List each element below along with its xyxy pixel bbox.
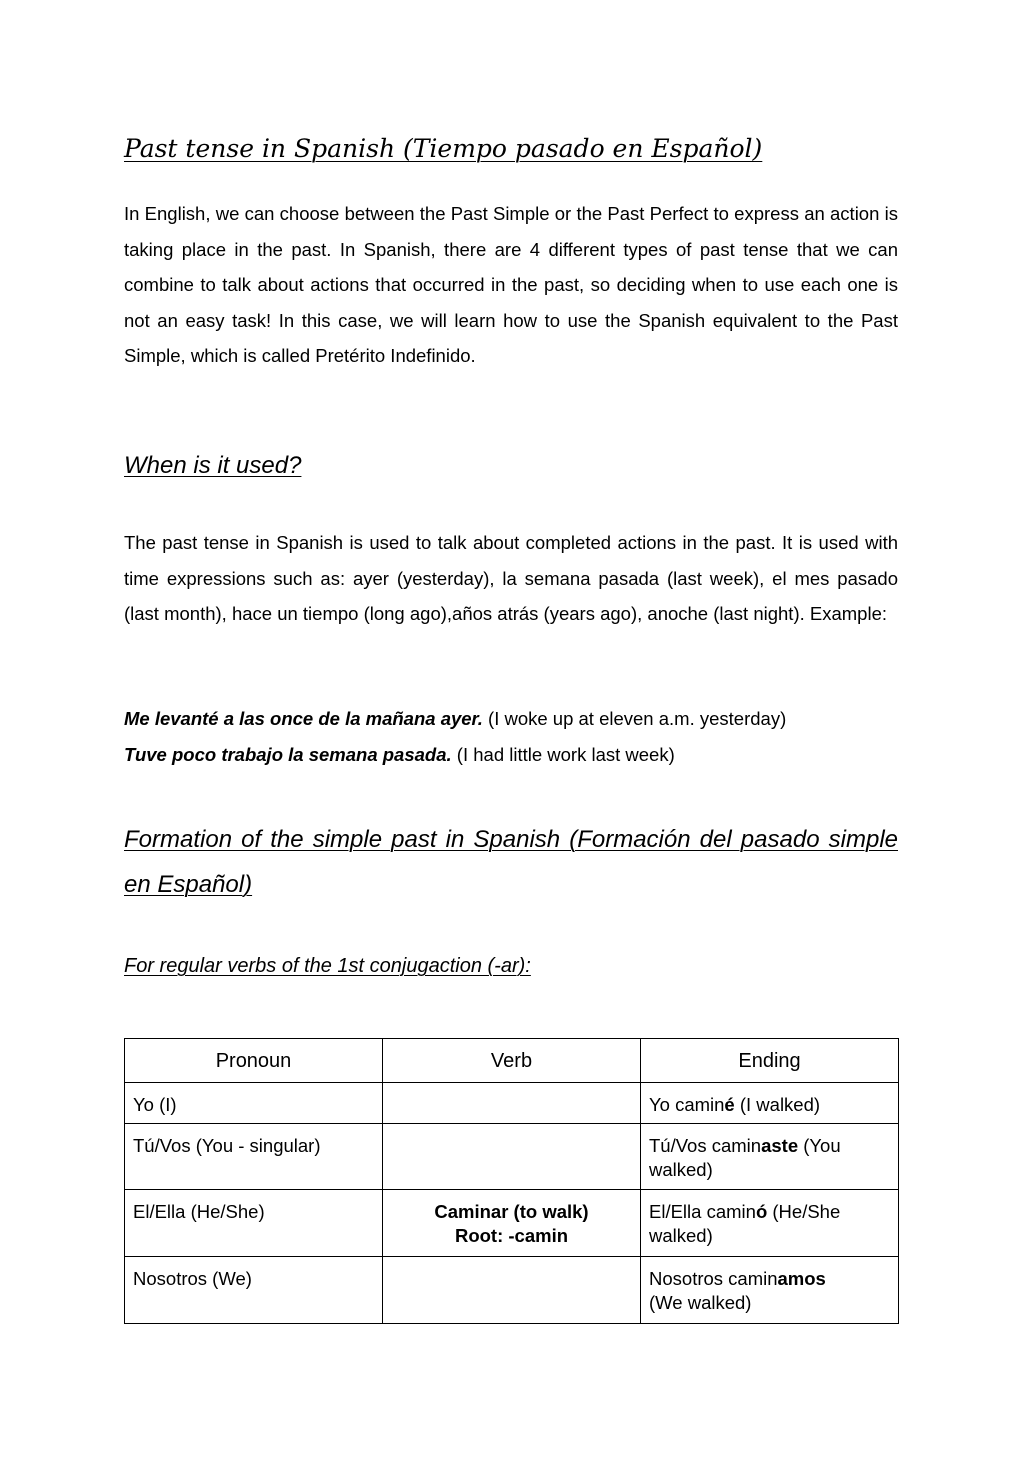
verb-root: Root: -camin	[454, 1225, 569, 1246]
formation-heading: Formation of the simple past in Spanish (Formación del pasado simple en Español)	[124, 826, 898, 898]
example-spanish: Tuve poco trabajo la semana pasada.	[124, 744, 452, 765]
example-spanish: Me levanté a las once de la mañana ayer.	[124, 708, 483, 729]
table-row	[125, 1190, 899, 1257]
table-row	[125, 1257, 899, 1324]
ending-cell: El/Ella caminó (He/She walked)	[641, 1190, 899, 1257]
ending-suffix: ó	[755, 1201, 768, 1222]
verb-cell	[383, 1190, 641, 1257]
verb-cell	[383, 1124, 641, 1190]
ending-suffix: é	[724, 1094, 735, 1115]
when-paragraph: The past tense in Spanish is used to talk about completed actions in the past. It is used with time expressions such as: ayer (yesterday), la semana pasada (last week), el mes pasado (last month), hace un tiempo (long ago),años atrás (years ago), anoche (last night). Example:	[124, 532, 898, 624]
when-heading: When is it used?	[124, 452, 302, 479]
formation-subheading: For regular verbs of the 1st conjugaction (-ar):	[124, 955, 531, 977]
ending-cell: Nosotros caminamos (We walked)	[641, 1257, 899, 1324]
example-english: (I had little work last week)	[451, 744, 675, 765]
verb-cell	[383, 1257, 641, 1324]
table-row	[125, 1124, 899, 1190]
pronoun-cell: El/Ella (He/She)	[125, 1190, 383, 1257]
ending-cell: Tú/Vos caminaste (You walked)	[641, 1124, 899, 1190]
ending-cell: Yo caminé (I walked)	[641, 1083, 899, 1124]
ending-suffix: aste	[761, 1135, 799, 1156]
example-sentence-2	[124, 744, 675, 766]
pronoun-cell: Nosotros (We)	[125, 1257, 383, 1324]
verb-cell	[383, 1083, 641, 1124]
intro-paragraph: In English, we can choose between the Past Simple or the Past Perfect to express an action is taking place in the past. In Spanish, there are 4 different types of past tense that we can combine to talk about actions that occurred in the past, so deciding when to use each one is not an easy task! In this case, we will learn how to use the Spanish equivalent to the Past Simple, which is called Pretérito Indefinido.	[124, 203, 898, 366]
table-header-row	[125, 1039, 899, 1083]
pronoun-cell: Yo (I)	[125, 1083, 383, 1124]
example-english: (I woke up at eleven a.m. yesterday)	[482, 708, 787, 729]
conjugation-table	[124, 1038, 899, 1324]
pronoun-cell: Tú/Vos (You - singular)	[125, 1124, 383, 1190]
header-verb: Verb	[383, 1039, 641, 1083]
page-title: Past tense in Spanish (Tiempo pasado en Español)	[124, 134, 763, 163]
header-ending: Ending	[641, 1039, 899, 1083]
ending-suffix: amos	[777, 1268, 826, 1289]
table-row	[125, 1083, 899, 1124]
verb-infinitive: Caminar (to walk)	[434, 1201, 589, 1222]
header-pronoun: Pronoun	[125, 1039, 383, 1083]
example-sentence-1	[124, 708, 786, 730]
